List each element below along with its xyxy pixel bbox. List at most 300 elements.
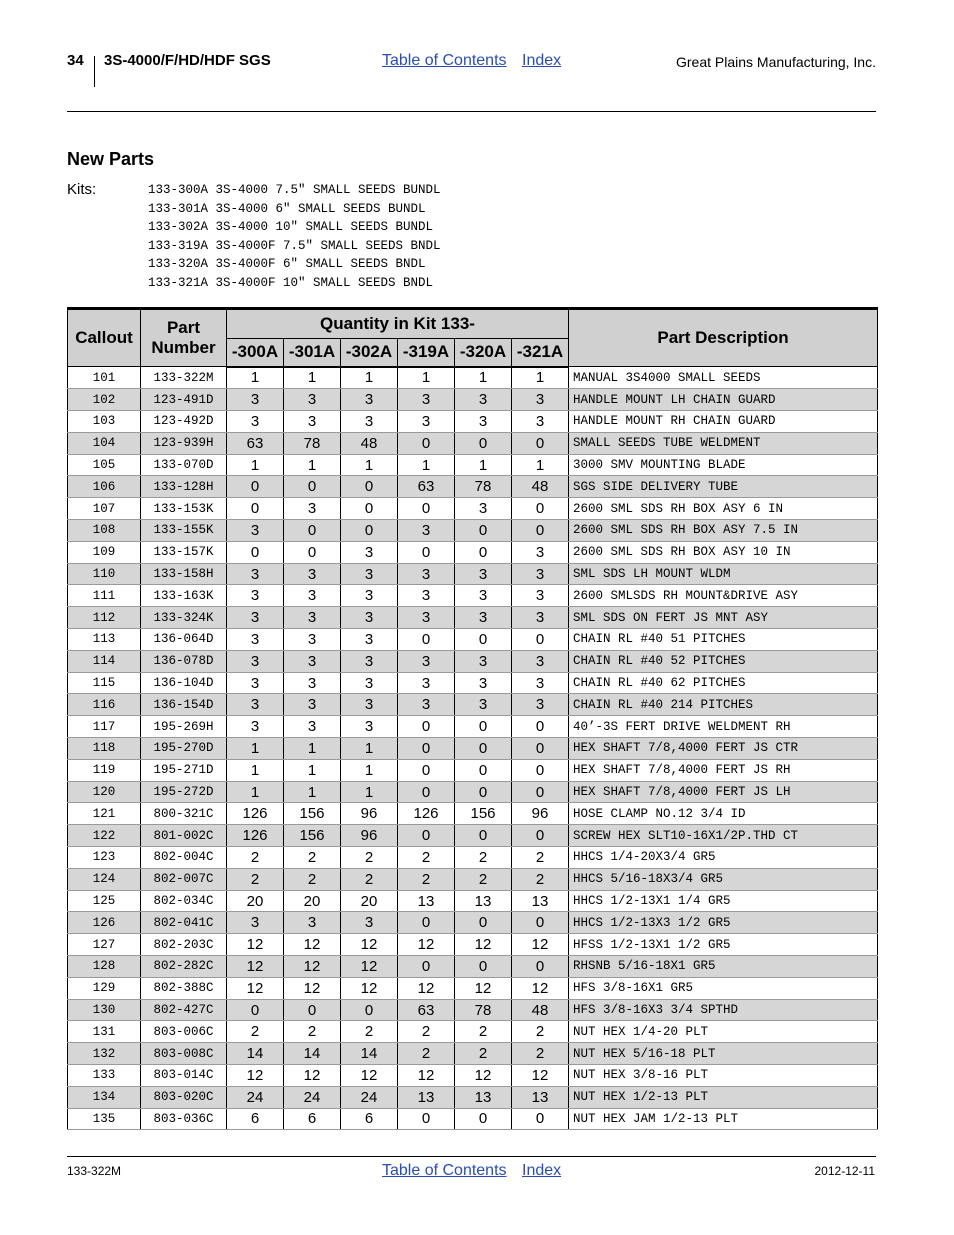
quantity-cell: 3	[284, 498, 341, 520]
part-number-cell: 802-388C	[141, 977, 227, 999]
quantity-cell: 0	[455, 541, 512, 563]
table-row	[68, 868, 878, 890]
part-number-cell: 136-104D	[141, 672, 227, 694]
quantity-cell: 12	[341, 934, 398, 956]
quantity-cell: 3	[398, 672, 455, 694]
quantity-cell: 14	[341, 1043, 398, 1065]
quantity-cell: 78	[284, 432, 341, 454]
quantity-cell: 12	[341, 977, 398, 999]
part-number-cell: 136-064D	[141, 629, 227, 651]
document-title: 3S-4000/F/HD/HDF SGS	[104, 52, 271, 69]
quantity-cell: 2	[512, 868, 569, 890]
quantity-cell: 13	[455, 1086, 512, 1108]
callout-cell: 133	[68, 1065, 141, 1087]
quantity-cell: 0	[398, 1108, 455, 1130]
quantity-cell: 6	[227, 1108, 284, 1130]
part-number-cell: 133-070D	[141, 454, 227, 476]
callout-cell: 129	[68, 977, 141, 999]
quantity-cell: 3	[455, 672, 512, 694]
quantity-cell: 3	[455, 498, 512, 520]
quantity-cell: 0	[341, 520, 398, 542]
quantity-cell: 3	[227, 607, 284, 629]
quantity-cell: 0	[284, 520, 341, 542]
quantity-cell: 0	[512, 781, 569, 803]
table-row	[68, 607, 878, 629]
table-row	[68, 956, 878, 978]
quantity-cell: 1	[284, 781, 341, 803]
quantity-cell: 12	[227, 934, 284, 956]
quantity-cell: 2	[227, 847, 284, 869]
quantity-cell: 3	[284, 694, 341, 716]
description-cell: CHAIN RL #40 51 PITCHES	[569, 629, 878, 651]
quantity-cell: 0	[398, 912, 455, 934]
quantity-cell: 3	[341, 650, 398, 672]
kit-column-header: -321A	[512, 339, 569, 367]
callout-cell: 102	[68, 389, 141, 411]
kit-item: 133-300A 3S-4000 7.5" SMALL SEEDS BUNDL	[148, 183, 441, 197]
callout-cell: 130	[68, 999, 141, 1021]
quantity-cell: 12	[227, 956, 284, 978]
quantity-cell: 0	[227, 498, 284, 520]
part-number-cell: 123-492D	[141, 411, 227, 433]
part-number-cell: 195-271D	[141, 759, 227, 781]
quantity-cell: 3	[284, 716, 341, 738]
kit-item: 133-301A 3S-4000 6" SMALL SEEDS BUNDL	[148, 201, 426, 216]
description-cell: HHCS 1/2-13X1 1/4 GR5	[569, 890, 878, 912]
quantity-header: Quantity in Kit 133-	[227, 309, 569, 339]
part-number-cell: 801-002C	[141, 825, 227, 847]
quantity-cell: 12	[227, 1065, 284, 1087]
quantity-cell: 3	[398, 585, 455, 607]
quantity-cell: 12	[455, 1065, 512, 1087]
part-number-cell: 802-007C	[141, 868, 227, 890]
quantity-cell: 3	[512, 607, 569, 629]
quantity-cell: 0	[398, 738, 455, 760]
quantity-cell: 1	[284, 454, 341, 476]
quantity-cell: 2	[398, 868, 455, 890]
quantity-cell: 13	[512, 1086, 569, 1108]
quantity-cell: 3	[398, 563, 455, 585]
description-cell: NUT HEX 5/16-18 PLT	[569, 1043, 878, 1065]
description-header: Part Description	[569, 309, 878, 367]
table-row	[68, 781, 878, 803]
quantity-cell: 1	[398, 367, 455, 389]
quantity-cell: 0	[455, 759, 512, 781]
table-row	[68, 999, 878, 1021]
quantity-cell: 13	[512, 890, 569, 912]
callout-cell: 123	[68, 847, 141, 869]
description-cell: HEX SHAFT 7/8,4000 FERT JS LH	[569, 781, 878, 803]
quantity-cell: 63	[227, 432, 284, 454]
quantity-cell: 1	[227, 738, 284, 760]
table-row	[68, 432, 878, 454]
part-number-cell: 133-163K	[141, 585, 227, 607]
quantity-cell: 0	[455, 716, 512, 738]
table-row	[68, 1086, 878, 1108]
description-cell: HFSS 1/2-13X1 1/2 GR5	[569, 934, 878, 956]
quantity-cell: 3	[341, 694, 398, 716]
kit-column-header: -302A	[341, 339, 398, 367]
part-number-cell: 803-008C	[141, 1043, 227, 1065]
callout-cell: 121	[68, 803, 141, 825]
quantity-cell: 96	[341, 803, 398, 825]
description-cell: HFS 3/8-16X1 GR5	[569, 977, 878, 999]
callout-cell: 113	[68, 629, 141, 651]
quantity-cell: 0	[398, 716, 455, 738]
quantity-cell: 3	[512, 389, 569, 411]
header-index-link[interactable]: Index	[522, 52, 562, 69]
quantity-cell: 14	[227, 1043, 284, 1065]
description-cell: HEX SHAFT 7/8,4000 FERT JS RH	[569, 759, 878, 781]
quantity-cell: 3	[284, 650, 341, 672]
quantity-cell: 3	[227, 694, 284, 716]
quantity-cell: 12	[398, 934, 455, 956]
callout-cell: 116	[68, 694, 141, 716]
quantity-cell: 0	[512, 520, 569, 542]
quantity-cell: 0	[512, 629, 569, 651]
table-row	[68, 476, 878, 498]
quantity-cell: 3	[455, 411, 512, 433]
description-cell: 3000 SMV MOUNTING BLADE	[569, 454, 878, 476]
quantity-cell: 1	[284, 759, 341, 781]
description-cell: NUT HEX 1/2-13 PLT	[569, 1086, 878, 1108]
description-cell: NUT HEX 1/4-20 PLT	[569, 1021, 878, 1043]
quantity-cell: 156	[455, 803, 512, 825]
quantity-cell: 0	[398, 956, 455, 978]
part-number-cell: 136-154D	[141, 694, 227, 716]
callout-cell: 104	[68, 432, 141, 454]
table-row	[68, 498, 878, 520]
quantity-cell: 3	[284, 912, 341, 934]
part-number-cell: 133-158H	[141, 563, 227, 585]
kit-item: 133-319A 3S-4000F 7.5" SMALL SEEDS BNDL	[148, 238, 441, 253]
footer-doc-number: 133-322M	[67, 1164, 122, 1178]
quantity-cell: 0	[455, 1108, 512, 1130]
description-cell: SCREW HEX SLT10-16X1/2P.THD CT	[569, 825, 878, 847]
description-cell: 2600 SML SDS RH BOX ASY 7.5 IN	[569, 520, 878, 542]
quantity-cell: 1	[341, 367, 398, 389]
quantity-cell: 3	[227, 716, 284, 738]
kit-column-header: -319A	[398, 339, 455, 367]
callout-header: Callout	[68, 309, 141, 367]
quantity-cell: 0	[512, 956, 569, 978]
quantity-cell: 3	[284, 607, 341, 629]
quantity-cell: 0	[512, 825, 569, 847]
quantity-cell: 2	[284, 1021, 341, 1043]
quantity-cell: 1	[284, 367, 341, 389]
quantity-cell: 0	[512, 1108, 569, 1130]
quantity-cell: 3	[512, 694, 569, 716]
quantity-cell: 3	[341, 672, 398, 694]
part-number-cell: 803-036C	[141, 1108, 227, 1130]
callout-cell: 118	[68, 738, 141, 760]
callout-cell: 105	[68, 454, 141, 476]
quantity-cell: 14	[284, 1043, 341, 1065]
quantity-cell: 3	[512, 563, 569, 585]
part-number-cell: 802-427C	[141, 999, 227, 1021]
quantity-cell: 1	[341, 759, 398, 781]
quantity-cell: 1	[284, 738, 341, 760]
quantity-cell: 3	[455, 389, 512, 411]
description-cell: 2600 SMLSDS RH MOUNT&DRIVE ASY	[569, 585, 878, 607]
table-row	[68, 1043, 878, 1065]
quantity-cell: 2	[512, 1021, 569, 1043]
quantity-cell: 0	[284, 999, 341, 1021]
quantity-cell: 0	[398, 432, 455, 454]
callout-cell: 110	[68, 563, 141, 585]
quantity-cell: 1	[512, 367, 569, 389]
quantity-cell: 3	[284, 389, 341, 411]
header-divider	[94, 56, 95, 87]
quantity-cell: 3	[227, 912, 284, 934]
quantity-cell: 3	[227, 389, 284, 411]
callout-cell: 128	[68, 956, 141, 978]
part-number-cell: 802-282C	[141, 956, 227, 978]
kit-column-header: -300A	[227, 339, 284, 367]
callout-cell: 132	[68, 1043, 141, 1065]
quantity-cell: 3	[341, 607, 398, 629]
quantity-cell: 1	[227, 781, 284, 803]
table-row	[68, 520, 878, 542]
quantity-cell: 3	[227, 585, 284, 607]
quantity-cell: 0	[455, 912, 512, 934]
table-row	[68, 454, 878, 476]
quantity-cell: 2	[398, 847, 455, 869]
callout-cell: 119	[68, 759, 141, 781]
quantity-cell: 3	[455, 694, 512, 716]
quantity-cell: 0	[455, 956, 512, 978]
quantity-cell: 2	[341, 847, 398, 869]
part-number-cell: 123-939H	[141, 432, 227, 454]
callout-cell: 134	[68, 1086, 141, 1108]
quantity-cell: 24	[227, 1086, 284, 1108]
quantity-cell: 3	[455, 585, 512, 607]
quantity-cell: 3	[398, 694, 455, 716]
quantity-cell: 126	[398, 803, 455, 825]
quantity-cell: 0	[398, 781, 455, 803]
quantity-cell: 3	[398, 650, 455, 672]
quantity-cell: 1	[227, 367, 284, 389]
quantity-cell: 2	[398, 1021, 455, 1043]
company-name: Great Plains Manufacturing, Inc.	[676, 54, 876, 70]
quantity-cell: 3	[227, 650, 284, 672]
table-row	[68, 912, 878, 934]
quantity-cell: 0	[455, 629, 512, 651]
quantity-cell: 12	[512, 1065, 569, 1087]
part-number-cell: 802-041C	[141, 912, 227, 934]
quantity-cell: 156	[284, 803, 341, 825]
callout-cell: 117	[68, 716, 141, 738]
quantity-cell: 12	[512, 977, 569, 999]
table-row	[68, 977, 878, 999]
description-cell: HHCS 1/4-20X3/4 GR5	[569, 847, 878, 869]
table-row	[68, 585, 878, 607]
quantity-cell: 12	[512, 934, 569, 956]
quantity-cell: 2	[455, 868, 512, 890]
quantity-cell: 1	[512, 454, 569, 476]
quantity-cell: 6	[341, 1108, 398, 1130]
quantity-cell: 3	[284, 563, 341, 585]
quantity-cell: 0	[455, 738, 512, 760]
quantity-cell: 3	[398, 607, 455, 629]
description-cell: MANUAL 3S4000 SMALL SEEDS	[569, 367, 878, 389]
quantity-cell: 3	[341, 585, 398, 607]
quantity-cell: 0	[512, 716, 569, 738]
quantity-cell: 3	[341, 541, 398, 563]
quantity-cell: 0	[455, 432, 512, 454]
kit-item: 133-302A 3S-4000 10" SMALL SEEDS BUNDL	[148, 220, 434, 235]
part-number-cell: 803-014C	[141, 1065, 227, 1087]
quantity-cell: 2	[284, 868, 341, 890]
description-cell: RHSNB 5/16-18X1 GR5	[569, 956, 878, 978]
kits-list	[148, 181, 441, 293]
quantity-cell: 2	[398, 1043, 455, 1065]
description-cell: NUT HEX 3/8-16 PLT	[569, 1065, 878, 1087]
quantity-cell: 20	[227, 890, 284, 912]
table-row	[68, 672, 878, 694]
header-rule	[67, 111, 876, 112]
quantity-cell: 3	[227, 672, 284, 694]
kit-item: 133-320A 3S-4000F 6" SMALL SEEDS BNDL	[148, 257, 426, 272]
part-number-cell: 136-078D	[141, 650, 227, 672]
description-cell: SML SDS ON FERT JS MNT ASY	[569, 607, 878, 629]
quantity-cell: 3	[512, 585, 569, 607]
description-cell: HEX SHAFT 7/8,4000 FERT JS CTR	[569, 738, 878, 760]
callout-cell: 122	[68, 825, 141, 847]
header-toc-link[interactable]: Table of Contents	[382, 52, 507, 69]
parts-table-body	[68, 367, 878, 1130]
quantity-cell: 0	[512, 912, 569, 934]
description-cell: SMALL SEEDS TUBE WELDMENT	[569, 432, 878, 454]
quantity-cell: 0	[398, 541, 455, 563]
table-row	[68, 389, 878, 411]
quantity-cell: 3	[227, 411, 284, 433]
quantity-cell: 3	[398, 520, 455, 542]
callout-cell: 115	[68, 672, 141, 694]
quantity-cell: 96	[341, 825, 398, 847]
quantity-cell: 3	[341, 629, 398, 651]
description-cell: CHAIN RL #40 52 PITCHES	[569, 650, 878, 672]
quantity-cell: 0	[398, 759, 455, 781]
quantity-cell: 3	[227, 563, 284, 585]
quantity-cell: 2	[227, 868, 284, 890]
quantity-cell: 48	[512, 999, 569, 1021]
footer-toc-link[interactable]: Table of Contents	[382, 1162, 507, 1179]
quantity-cell: 3	[398, 411, 455, 433]
table-row	[68, 1065, 878, 1087]
quantity-cell: 3	[341, 411, 398, 433]
description-cell: HHCS 5/16-18X3/4 GR5	[569, 868, 878, 890]
description-cell: CHAIN RL #40 62 PITCHES	[569, 672, 878, 694]
part-number-cell: 802-004C	[141, 847, 227, 869]
description-cell: NUT HEX JAM 1/2-13 PLT	[569, 1108, 878, 1130]
table-row	[68, 1108, 878, 1130]
description-cell: 40’-3S FERT DRIVE WELDMENT RH	[569, 716, 878, 738]
quantity-cell: 24	[341, 1086, 398, 1108]
callout-cell: 120	[68, 781, 141, 803]
quantity-cell: 12	[284, 977, 341, 999]
quantity-cell: 0	[512, 738, 569, 760]
kits-label: Kits:	[67, 181, 97, 198]
quantity-cell: 12	[455, 977, 512, 999]
footer-index-link[interactable]: Index	[522, 1162, 562, 1179]
part-number-cell: 195-272D	[141, 781, 227, 803]
quantity-cell: 2	[512, 847, 569, 869]
quantity-cell: 2	[512, 1043, 569, 1065]
table-row	[68, 934, 878, 956]
parts-table	[67, 307, 878, 1130]
quantity-cell: 156	[284, 825, 341, 847]
quantity-cell: 1	[398, 454, 455, 476]
part-number-cell: 803-020C	[141, 1086, 227, 1108]
quantity-cell: 0	[398, 825, 455, 847]
quantity-cell: 3	[512, 541, 569, 563]
description-cell: 2600 SML SDS RH BOX ASY 6 IN	[569, 498, 878, 520]
description-cell: 2600 SML SDS RH BOX ASY 10 IN	[569, 541, 878, 563]
quantity-cell: 20	[284, 890, 341, 912]
quantity-cell: 3	[284, 629, 341, 651]
page-header	[67, 52, 876, 88]
callout-cell: 125	[68, 890, 141, 912]
quantity-cell: 126	[227, 825, 284, 847]
description-cell: HANDLE MOUNT RH CHAIN GUARD	[569, 411, 878, 433]
table-row	[68, 825, 878, 847]
quantity-cell: 13	[398, 1086, 455, 1108]
part-number-cell: 133-128H	[141, 476, 227, 498]
description-cell: HOSE CLAMP NO.12 3/4 ID	[569, 803, 878, 825]
quantity-cell: 3	[227, 629, 284, 651]
quantity-cell: 2	[341, 868, 398, 890]
callout-cell: 107	[68, 498, 141, 520]
callout-cell: 106	[68, 476, 141, 498]
part-number-cell: 133-157K	[141, 541, 227, 563]
callout-cell: 103	[68, 411, 141, 433]
part-number-cell: 802-034C	[141, 890, 227, 912]
description-cell: SML SDS LH MOUNT WLDM	[569, 563, 878, 585]
part-number-cell: 195-269H	[141, 716, 227, 738]
quantity-cell: 12	[398, 1065, 455, 1087]
quantity-cell: 3	[341, 389, 398, 411]
quantity-cell: 12	[284, 934, 341, 956]
quantity-cell: 0	[512, 759, 569, 781]
description-cell: HFS 3/8-16X3 3/4 SPTHD	[569, 999, 878, 1021]
quantity-cell: 1	[227, 454, 284, 476]
quantity-cell: 3	[341, 716, 398, 738]
quantity-cell: 0	[512, 498, 569, 520]
kit-column-header: -301A	[284, 339, 341, 367]
quantity-cell: 1	[455, 367, 512, 389]
quantity-cell: 12	[284, 1065, 341, 1087]
quantity-cell: 1	[341, 781, 398, 803]
quantity-cell: 0	[341, 498, 398, 520]
quantity-cell: 0	[455, 520, 512, 542]
part-number-header: Part Number	[141, 309, 227, 367]
quantity-cell: 0	[455, 825, 512, 847]
quantity-cell: 48	[341, 432, 398, 454]
quantity-cell: 0	[284, 541, 341, 563]
quantity-cell: 2	[284, 847, 341, 869]
quantity-cell: 3	[284, 672, 341, 694]
quantity-cell: 3	[512, 672, 569, 694]
table-row	[68, 367, 878, 389]
footer-date: 2012-12-11	[814, 1164, 875, 1178]
table-row	[68, 411, 878, 433]
part-number-cell: 123-491D	[141, 389, 227, 411]
table-row	[68, 694, 878, 716]
part-number-cell: 800-321C	[141, 803, 227, 825]
quantity-cell: 1	[341, 454, 398, 476]
quantity-cell: 3	[455, 607, 512, 629]
